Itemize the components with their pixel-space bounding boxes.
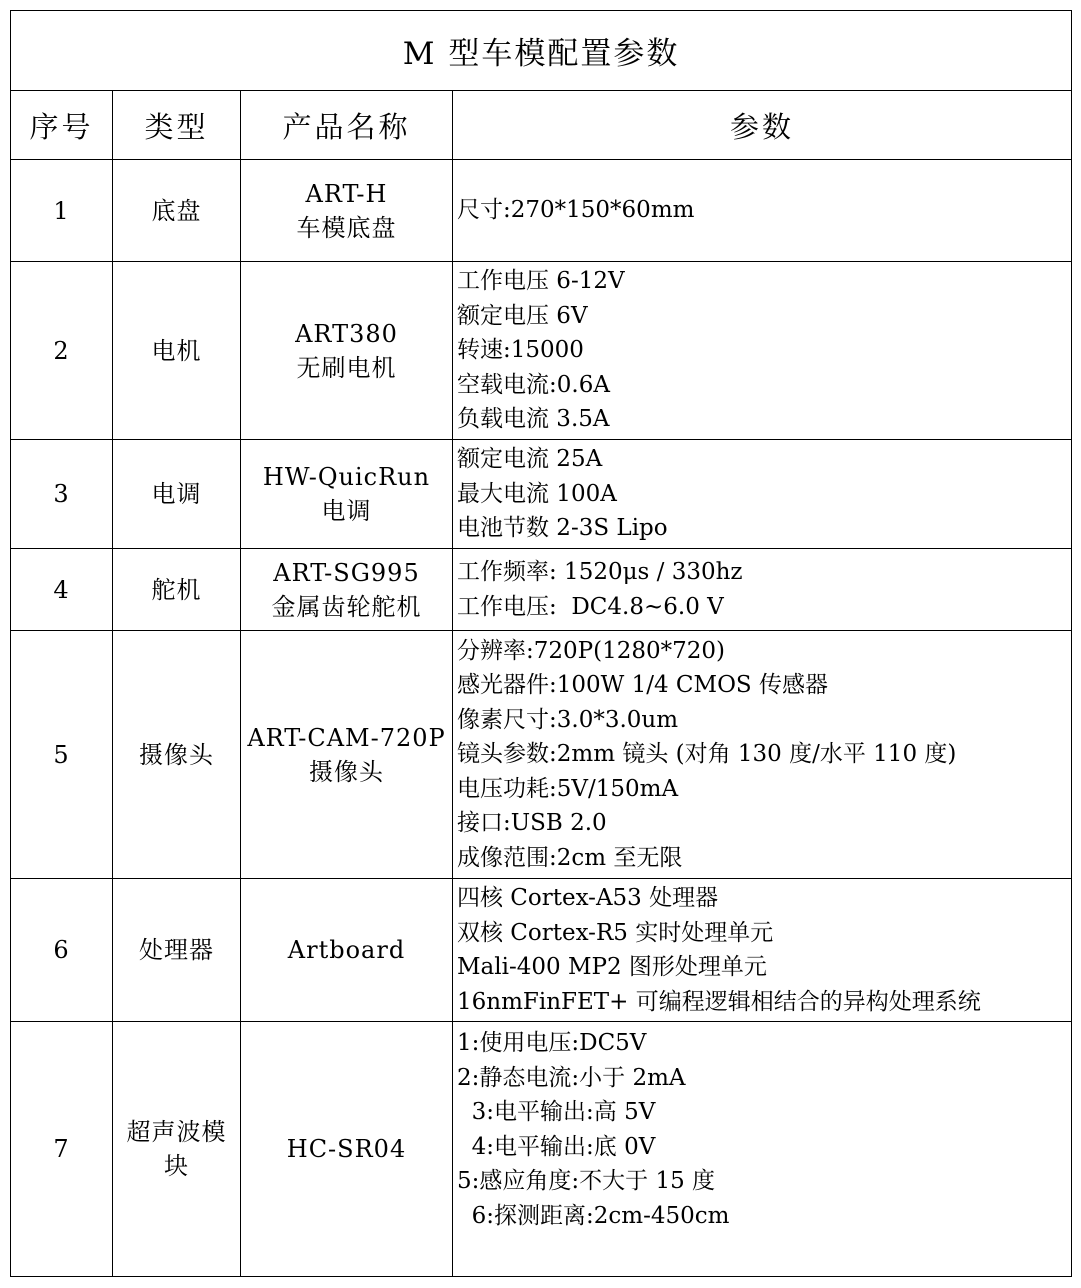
row-product <box>241 440 453 549</box>
product-line: 金属齿轮舵机 <box>271 592 422 621</box>
row-params <box>453 631 1072 879</box>
row-params <box>453 440 1072 549</box>
row-index: 6 <box>11 879 113 1022</box>
type-text: 超声波模块 <box>126 1118 227 1180</box>
row-index: 5 <box>11 631 113 879</box>
row-index: 4 <box>11 549 113 631</box>
product-line: ART-H <box>305 179 388 208</box>
config-table <box>10 10 1072 1277</box>
header-product: 产品名称 <box>241 91 453 160</box>
param-line: 4:电平输出:底 0V <box>457 1133 656 1160</box>
table-row <box>11 1022 1072 1277</box>
product-line: Artboard <box>287 936 406 964</box>
row-product <box>241 262 453 440</box>
param-line: 额定电流 25A <box>457 446 603 473</box>
header-type: 类型 <box>113 91 241 160</box>
param-line: 电池节数 2-3S Lipo <box>457 515 668 542</box>
product-line: 车模底盘 <box>296 213 397 242</box>
header-index: 序号 <box>11 91 113 160</box>
param-line: 接口:USB 2.0 <box>457 810 607 837</box>
param-line: 转速:15000 <box>457 337 584 364</box>
row-index: 2 <box>11 262 113 440</box>
row-product <box>241 879 453 1022</box>
row-index: 1 <box>11 160 113 262</box>
param-line: 镜头参数:2mm 镜头 (对角 130 度/水平 110 度) <box>457 741 957 768</box>
row-product <box>241 160 453 262</box>
product-line: ART-SG995 <box>273 558 420 587</box>
product-line: 无刷电机 <box>296 353 397 382</box>
param-line: Mali-400 MP2 图形处理单元 <box>457 954 767 980</box>
param-line: 1:使用电压:DC5V <box>457 1030 647 1056</box>
row-product <box>241 1022 453 1277</box>
row-type <box>113 1022 241 1277</box>
product-line: 摄像头 <box>309 757 384 786</box>
row-index: 7 <box>11 1022 113 1277</box>
row-type: 电调 <box>113 440 241 549</box>
param-line: 尺寸:270*150*60mm <box>457 197 695 224</box>
product-line: 电调 <box>321 497 372 525</box>
row-type: 舵机 <box>113 549 241 631</box>
product-line: ART380 <box>295 319 398 348</box>
row-params <box>453 1022 1072 1277</box>
param-line: 工作频率: 1520μs / 330hz <box>457 559 743 585</box>
param-line: 2:静态电流:小于 2mA <box>457 1064 686 1091</box>
param-line: 空载电流:0.6A <box>457 371 610 398</box>
param-line: 像素尺寸:3.0*3.0um <box>457 706 679 733</box>
param-line: 16nmFinFET+ 可编程逻辑相结合的异构处理系统 <box>457 988 981 1015</box>
row-params <box>453 879 1072 1022</box>
row-type: 处理器 <box>113 879 241 1022</box>
product-line: ART-CAM-720P <box>247 723 446 752</box>
param-line: 分辨率:720P(1280*720) <box>457 637 726 664</box>
table-row <box>11 440 1072 549</box>
param-line: 四核 Cortex-A53 处理器 <box>457 885 719 911</box>
row-params <box>453 262 1072 440</box>
table-row <box>11 549 1072 631</box>
table-title: M 型车模配置参数 <box>11 11 1072 91</box>
param-line: 双核 Cortex-R5 实时处理单元 <box>457 919 774 946</box>
product-line: HW-QuicRun <box>262 463 431 491</box>
param-line: 负载电流 3.5A <box>457 406 610 433</box>
param-line: 3:电平输出:高 5V <box>457 1099 656 1125</box>
param-line: 最大电流 100A <box>457 480 617 507</box>
row-product <box>241 631 453 879</box>
param-line: 额定电压 6V <box>457 302 588 329</box>
product-line: HC-SR04 <box>286 1135 407 1163</box>
table-row <box>11 160 1072 262</box>
header-params: 参数 <box>453 91 1072 160</box>
row-type: 电机 <box>113 262 241 440</box>
row-index: 3 <box>11 440 113 549</box>
param-line: 工作电压: DC4.8~6.0 V <box>457 593 724 620</box>
table-row <box>11 262 1072 440</box>
param-line: 成像范围:2cm 至无限 <box>457 844 683 871</box>
param-line: 电压功耗:5V/150mA <box>457 775 679 802</box>
title-row <box>11 11 1072 91</box>
row-type: 摄像头 <box>113 631 241 879</box>
param-line: 感光器件:100W 1/4 CMOS 传感器 <box>457 672 828 699</box>
table-row <box>11 631 1072 879</box>
row-params <box>453 549 1072 631</box>
row-params <box>453 160 1072 262</box>
header-row <box>11 91 1072 160</box>
table-row <box>11 879 1072 1022</box>
param-line: 5:感应角度:不大于 15 度 <box>457 1168 716 1194</box>
row-type: 底盘 <box>113 160 241 262</box>
row-product <box>241 549 453 631</box>
param-line: 6:探测距离:2cm-450cm <box>457 1202 730 1229</box>
param-line: 工作电压 6-12V <box>457 268 625 295</box>
